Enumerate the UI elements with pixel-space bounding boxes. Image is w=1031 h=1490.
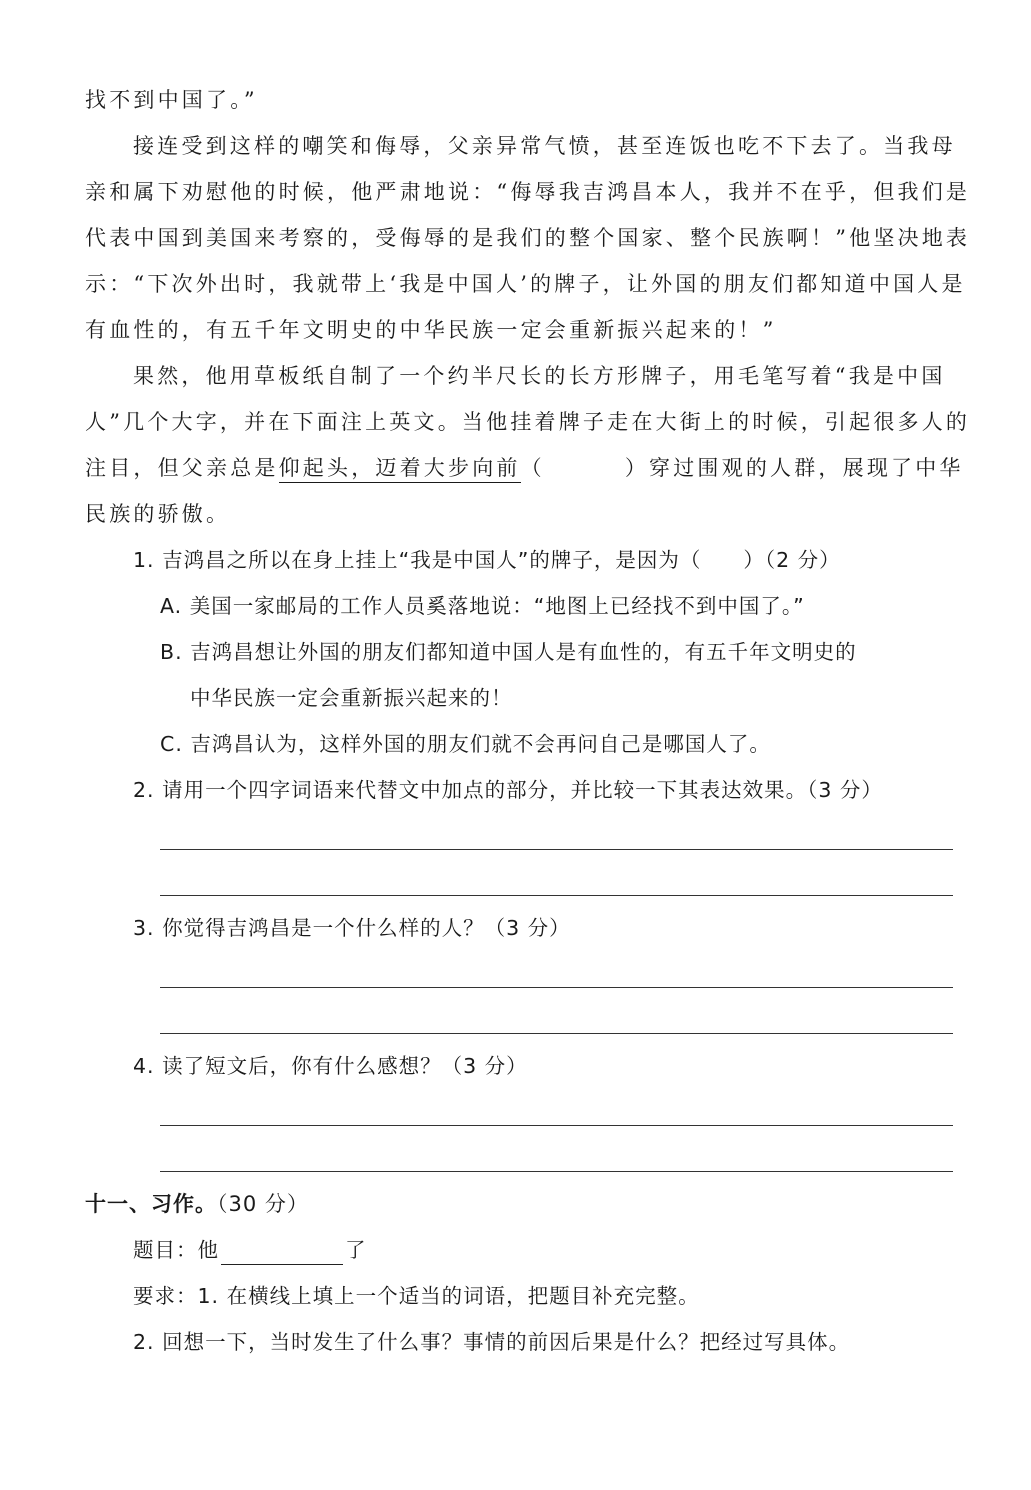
- passage-line-8: 人”几个大字，并在下面注上英文。当他挂着牌子走在大街上的时候，引起很多人的: [85, 410, 971, 434]
- passage-line-2: 接连受到这样的嘲笑和侮辱，父亲异常气愤，甚至连饭也吃不下去了。当我母: [133, 134, 956, 158]
- question-1-option-a: A. 美国一家邮局的工作人员奚落地说：“地图上已经找不到中国了。”: [160, 594, 805, 618]
- question-2: 2. 请用一个四字词语来代替文中加点的部分，并比较一下其表达效果。（3 分）: [133, 778, 883, 802]
- answer-line[interactable]: [160, 895, 953, 896]
- writing-heading-points: （30 分）: [217, 1192, 309, 1216]
- passage-line-9-post: 穿过围观的人群，展现了中华: [649, 456, 964, 480]
- writing-title-pre: 题目：他: [133, 1238, 219, 1262]
- writing-heading: [85, 1189, 955, 1219]
- writing-requirement-1: 要求：1. 在横线上填上一个适当的词语，把题目补充完整。: [133, 1284, 700, 1308]
- answer-line[interactable]: [160, 987, 953, 988]
- answer-line[interactable]: [160, 1171, 953, 1172]
- question-4: 4. 读了短文后，你有什么感想？（3 分）: [133, 1054, 528, 1078]
- answer-line[interactable]: [160, 1033, 953, 1034]
- paren-open: （: [520, 456, 545, 480]
- answer-line[interactable]: [160, 1125, 953, 1126]
- passage-line-1: 找不到中国了。”: [85, 88, 258, 112]
- writing-heading-title: 十一、习作。: [85, 1192, 217, 1216]
- writing-requirement-2: 2. 回想一下，当时发生了什么事？事情的前因后果是什么？把经过写具体。: [133, 1330, 851, 1354]
- passage-line-10: 民族的骄傲。: [85, 502, 231, 526]
- dotted-phrase: 仰起头，迈着大步向前: [279, 456, 521, 483]
- passage-line-3: 亲和属下劝慰他的时候，他严肃地说：“侮辱我吉鸿昌本人，我并不在乎，但我们是: [85, 180, 971, 204]
- question-1-option-c: C. 吉鸿昌认为，这样外国的朋友们就不会再问自己是哪国人了。: [160, 732, 771, 756]
- question-1: [133, 545, 955, 575]
- answer-line[interactable]: [160, 849, 953, 850]
- passage-line-9-pre: 注目，但父亲总是: [85, 456, 279, 480]
- writing-title-blank[interactable]: [221, 1242, 343, 1265]
- question-1-option-b-cont: 中华民族一定会重新振兴起来的！: [190, 686, 513, 710]
- paren-close: ）: [624, 456, 650, 480]
- passage-line-6: 有血性的，有五千年文明史的中华民族一定会重新振兴起来的！”: [85, 318, 777, 342]
- passage-line-9: [85, 453, 964, 483]
- question-1-stem: 1. 吉鸿昌之所以在身上挂上“我是中国人”的牌子，是因为（: [133, 548, 702, 572]
- passage-line-4: 代表中国到美国来考察的，受侮辱的是我们的整个国家、整个民族啊！”他坚决地表: [85, 226, 971, 250]
- writing-title-post: 了: [345, 1238, 367, 1262]
- question-1-option-b: B. 吉鸿昌想让外国的朋友们都知道中国人是有血性的，有五千年文明史的: [160, 640, 857, 664]
- writing-title: [133, 1235, 955, 1265]
- passage-line-5: 示：“下次外出时，我就带上‘我是中国人’的牌子，让外国的朋友们都知道中国人是: [85, 272, 966, 296]
- passage-line-7: 果然，他用草板纸自制了一个约半尺长的长方形牌子，用毛笔写着“我是中国: [133, 364, 946, 388]
- question-1-points: ）（2 分）: [743, 548, 841, 572]
- question-3: 3. 你觉得吉鸿昌是一个什么样的人？（3 分）: [133, 916, 571, 940]
